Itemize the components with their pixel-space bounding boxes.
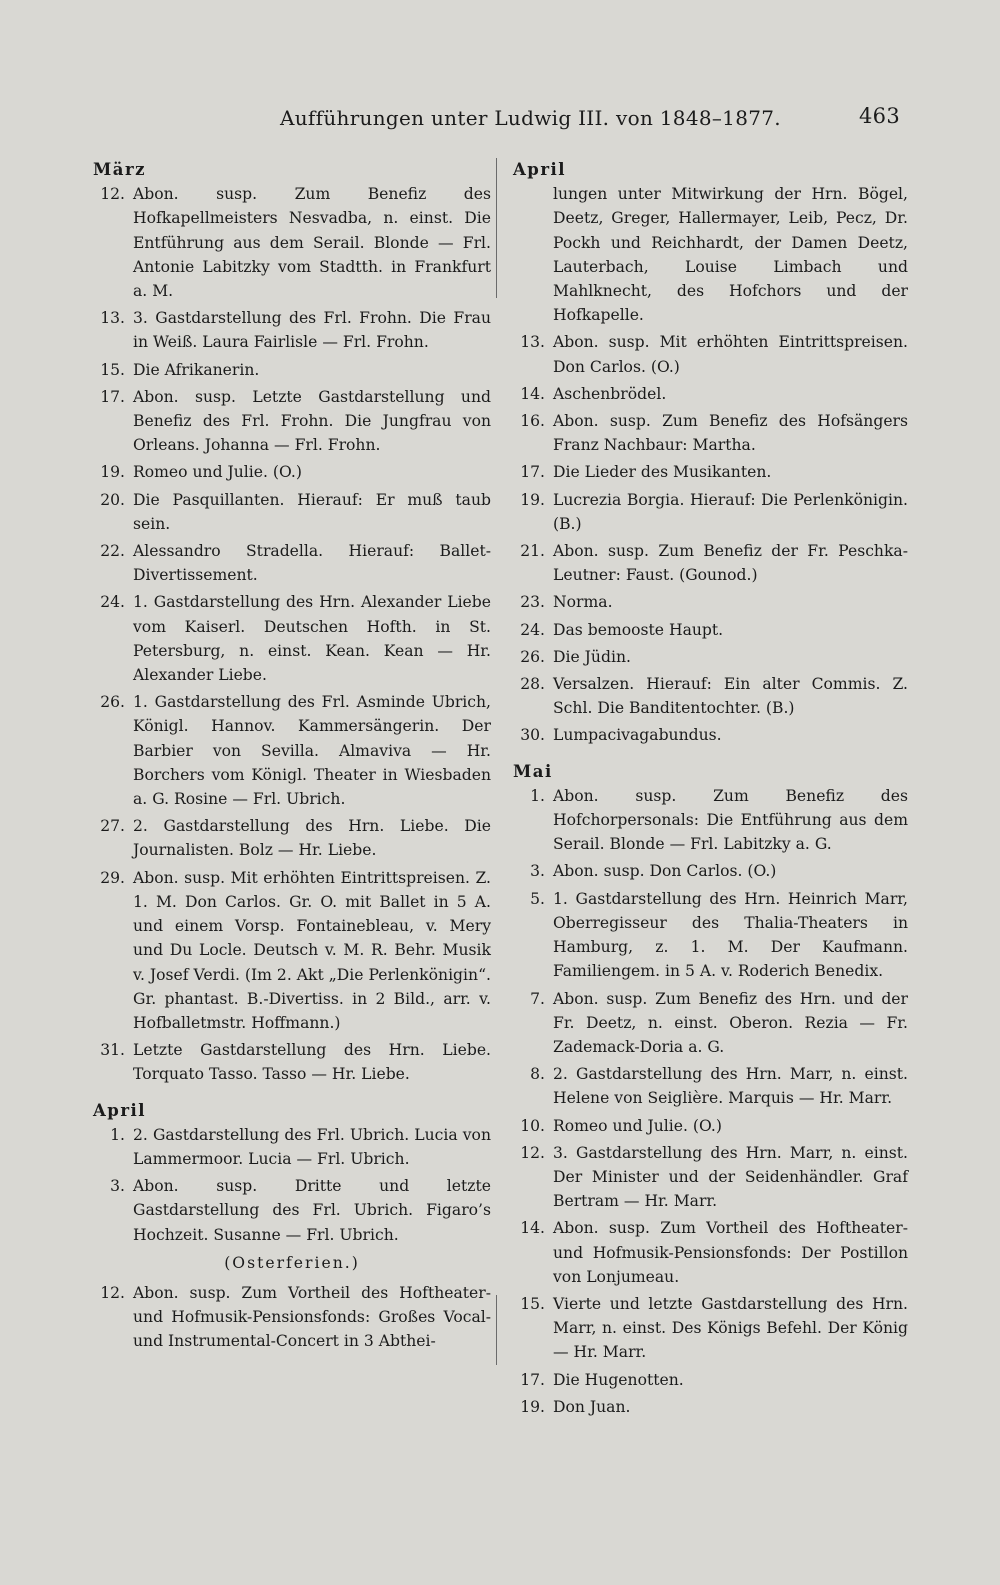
- continuation-text: [513, 182, 908, 327]
- entry-day: 15.: [100, 360, 125, 379]
- entry-text: Don Juan.: [553, 1397, 631, 1416]
- list-item: [513, 409, 908, 457]
- entry-day: 7.: [530, 989, 545, 1008]
- list-item: [93, 1123, 491, 1171]
- entry-day: 28.: [520, 675, 545, 694]
- entry-text: Norma.: [553, 593, 613, 612]
- entry-text: Das bemooste Haupt.: [553, 620, 724, 639]
- list-item: [513, 488, 908, 536]
- list-item: [513, 460, 908, 484]
- list-item: [93, 182, 491, 303]
- entry-day: 19.: [520, 490, 545, 509]
- entry-text: Abon. susp. Zum Vortheil des Hoftheater- und Hofmusik-Pensionsfonds: Der Postillon von Lonjumeau.: [553, 1219, 908, 1286]
- entry-day: 10.: [520, 1116, 545, 1135]
- list-item: [513, 1368, 908, 1392]
- entry-day: 13.: [520, 333, 545, 352]
- entry-text: Abon. susp. Zum Benefiz des Hofsängers Franz Nachbaur: Martha.: [553, 412, 908, 455]
- entry-text: Die Pasquillanten. Hierauf: Er muß taub sein.: [133, 490, 491, 533]
- list-item: [513, 987, 908, 1060]
- entry-day: 20.: [100, 490, 125, 509]
- header-title: Aufführungen unter Ludwig III. von 1848–1877.: [280, 106, 781, 130]
- entry-text: Die Afrikanerin.: [133, 360, 260, 379]
- entry-text: Alessandro Stradella. Hierauf: Ballet-Divertissement.: [133, 542, 491, 585]
- entry-day: 24.: [520, 620, 545, 639]
- entry-text: Letzte Gastdarstellung des Hrn. Liebe. Torquato Tasso. Tasso — Hr. Liebe.: [133, 1041, 491, 1084]
- entry-day: 22.: [100, 542, 125, 561]
- entry-day: 3.: [530, 862, 545, 881]
- list-item: [93, 866, 491, 1035]
- entry-day: 1.: [110, 1125, 125, 1144]
- entry-day: 30.: [520, 726, 545, 745]
- entry-day: 21.: [520, 542, 545, 561]
- entry-text: 2. Gastdarstellung des Hrn. Marr, n. einst. Helene von Seiglière. Marquis — Hr. Marr.: [553, 1065, 908, 1108]
- entry-text: Abon. susp. Don Carlos. (O.): [553, 862, 777, 881]
- month-heading-maerz: März: [93, 160, 147, 179]
- entry-text: 3. Gastdarstellung des Frl. Frohn. Die Frau in Weiß. Laura Fairlisle — Frl. Frohn.: [133, 309, 491, 352]
- list-item: [93, 1038, 491, 1086]
- entry-day: 14.: [520, 384, 545, 403]
- entry-day: 17.: [520, 1370, 545, 1389]
- list-item: [93, 488, 491, 536]
- list-item: [93, 1174, 491, 1247]
- entry-day: 26.: [100, 693, 125, 712]
- list-item: [513, 723, 908, 747]
- list-item: [513, 887, 908, 984]
- entry-text: Abon. susp. Letzte Gastdarstellung und Benefiz des Frl. Frohn. Die Jungfrau von Orleans. Johanna — Frl. Frohn.: [133, 387, 491, 455]
- entries-maerz: [93, 182, 491, 1086]
- right-column: [513, 158, 908, 1422]
- entry-text: 2. Gastdarstellung des Hrn. Liebe. Die Journalisten. Bolz — Hr. Liebe.: [133, 817, 491, 860]
- month-heading-mai: Mai: [513, 761, 553, 781]
- entry-day: 3.: [110, 1177, 125, 1196]
- entry-day: 13.: [100, 309, 125, 328]
- entry-text: 2. Gastdarstellung des Frl. Ubrich. Lucia von Lammermoor. Lucia — Frl. Ubrich.: [133, 1125, 491, 1168]
- entry-day: 31.: [100, 1041, 125, 1060]
- entry-text: Abon. susp. Mit erhöhten Eintrittspreisen. Don Carlos. (O.): [553, 333, 908, 376]
- list-item: [93, 1281, 491, 1354]
- entry-day: 14.: [520, 1219, 545, 1238]
- entry-text: Abon. susp. Dritte und letzte Gastdarstellung des Frl. Ubrich. Figaro’s Hochzeit. Susanne — Frl. Ubrich.: [133, 1177, 491, 1244]
- entry-text: Versalzen. Hierauf: Ein alter Commis. Z. Schl. Die Banditentochter. (B.): [553, 675, 908, 718]
- list-item: [93, 460, 491, 484]
- list-item: [513, 539, 908, 587]
- list-item: [513, 784, 908, 857]
- list-item: [513, 1114, 908, 1138]
- entries-april-cont: [513, 330, 908, 747]
- entry-text: Abon. susp. Zum Benefiz des Hofkapellmeisters Nesvadba, n. einst. Die Entführung aus dem Serail. Blonde — Frl. Antonie Labitzky vom Stadtth. in Frankfurt a. M.: [133, 185, 491, 301]
- list-item: [513, 382, 908, 406]
- list-item: [513, 1395, 908, 1419]
- entry-day: 5.: [530, 889, 545, 908]
- entry-text: Abon. susp. Zum Benefiz des Hofchorpersonals: Die Entführung aus dem Serail. Blonde — Frl. Labitzky a. G.: [553, 786, 908, 854]
- entry-day: 27.: [100, 817, 125, 836]
- list-item: [513, 618, 908, 642]
- entry-day: 12.: [100, 185, 125, 204]
- month-heading-april-cont: April: [513, 160, 567, 179]
- list-item: [93, 590, 491, 687]
- list-item: [513, 590, 908, 614]
- entry-text: Lumpacivagabundus.: [553, 726, 722, 745]
- entry-text: Abon. susp. Zum Benefiz der Fr. Peschka-Leutner: Faust. (Gounod.): [553, 542, 908, 585]
- holiday-note: (Osterferien.): [224, 1253, 360, 1272]
- entry-text: lungen unter Mitwirkung der Hrn. Bögel, Deetz, Greger, Hallermayer, Leib, Pecz, Dr. Pockh und Reichhardt, der Damen Deetz, Lauterbach, Louise Limbach und Mahlknecht, des Hofchors und der Hofkapelle.: [553, 185, 908, 325]
- list-item: [93, 306, 491, 354]
- list-item: [93, 690, 491, 811]
- entry-text: 3. Gastdarstellung des Hrn. Marr, n. einst. Der Minister und der Seidenhändler. Graf Bertram — Hr. Marr.: [553, 1143, 908, 1211]
- list-item: [513, 1062, 908, 1110]
- entry-day: 26.: [520, 647, 545, 666]
- column-divider-bottom: [496, 1295, 497, 1365]
- entry-day: 16.: [520, 412, 545, 431]
- entry-text: Abon. susp. Zum Benefiz des Hrn. und der Fr. Deetz, n. einst. Oberon. Rezia — Fr. Zademack-Doria a. G.: [553, 989, 908, 1056]
- entries-mai: [513, 784, 908, 1419]
- left-column: [93, 158, 491, 1357]
- entry-day: 29.: [100, 868, 125, 887]
- list-item: [93, 358, 491, 382]
- entry-text: Romeo und Julie. (O.): [133, 463, 302, 482]
- list-item: [513, 1292, 908, 1365]
- entry-day: 8.: [530, 1065, 545, 1084]
- list-item: [513, 330, 908, 378]
- entry-text: Abon. susp. Mit erhöhten Eintrittspreisen. Z. 1. M. Don Carlos. Gr. O. mit Ballet in 5 A. und einem Vorsp. Fontainebleau, v. Mery und Du Locle. Deutsch v. M. R. Behr. Musik v. Josef Verdi. (Im 2. Akt „Die Perlenkönigin“. Gr. phantast. B.-Divertiss. in 2 Bild., arr. v. Hofballetmstr. Hoffmann.): [133, 868, 491, 1032]
- list-item: [513, 645, 908, 669]
- list-item: [513, 1141, 908, 1214]
- entries-april: [93, 1123, 491, 1354]
- entry-day: 12.: [520, 1143, 545, 1162]
- list-item: [93, 539, 491, 587]
- entry-text: Aschenbrödel.: [553, 384, 667, 403]
- entry-day: 19.: [100, 463, 125, 482]
- entry-text: 1. Gastdarstellung des Hrn. Heinrich Marr, Oberregisseur des Thalia-Theaters in Hamburg, z. 1. M. Der Kaufmann. Familiengem. in 5 A. v. Roderich Benedix.: [553, 889, 908, 981]
- entry-day: 12.: [100, 1283, 125, 1302]
- entry-text: Vierte und letzte Gastdarstellung des Hrn. Marr, n. einst. Des Königs Befehl. Der König — Hr. Marr.: [553, 1294, 908, 1362]
- entry-day: 19.: [520, 1397, 545, 1416]
- entry-text: Lucrezia Borgia. Hierauf: Die Perlenkönigin. (B.): [553, 490, 908, 533]
- list-item: [513, 1216, 908, 1289]
- entry-day: 24.: [100, 593, 125, 612]
- entry-text: Romeo und Julie. (O.): [553, 1116, 722, 1135]
- page-number: 463: [859, 104, 900, 128]
- entry-text: Abon. susp. Zum Vortheil des Hoftheater- und Hofmusik-Pensionsfonds: Großes Vocal- und Instrumental-Concert in 3 Abthei-: [133, 1283, 491, 1351]
- list-item: [513, 859, 908, 883]
- list-item: [513, 672, 908, 720]
- entry-day: 17.: [100, 387, 125, 406]
- entry-text: Die Hugenotten.: [553, 1370, 684, 1389]
- entry-day: 1.: [530, 786, 545, 805]
- entry-text: Die Jüdin.: [553, 647, 631, 666]
- entry-text: 1. Gastdarstellung des Hrn. Alexander Liebe vom Kaiserl. Deutschen Hofth. in St. Petersburg, n. einst. Kean. Kean — Hr. Alexander Liebe.: [133, 593, 491, 685]
- entry-day: 23.: [520, 593, 545, 612]
- list-item: [93, 814, 491, 862]
- list-item: [93, 385, 491, 458]
- month-heading-april: April: [93, 1100, 147, 1120]
- entry-day: 15.: [520, 1294, 545, 1313]
- column-divider-top: [496, 158, 497, 298]
- entry-day: 17.: [520, 463, 545, 482]
- entry-text: 1. Gastdarstellung des Frl. Asminde Ubrich, Königl. Hannov. Kammersängerin. Der Barbier von Sevilla. Almaviva — Hr. Borchers vom Königl. Theater in Wiesbaden a. G. Rosine — Frl. Ubrich.: [133, 693, 491, 809]
- entry-text: Die Lieder des Musikanten.: [553, 463, 772, 482]
